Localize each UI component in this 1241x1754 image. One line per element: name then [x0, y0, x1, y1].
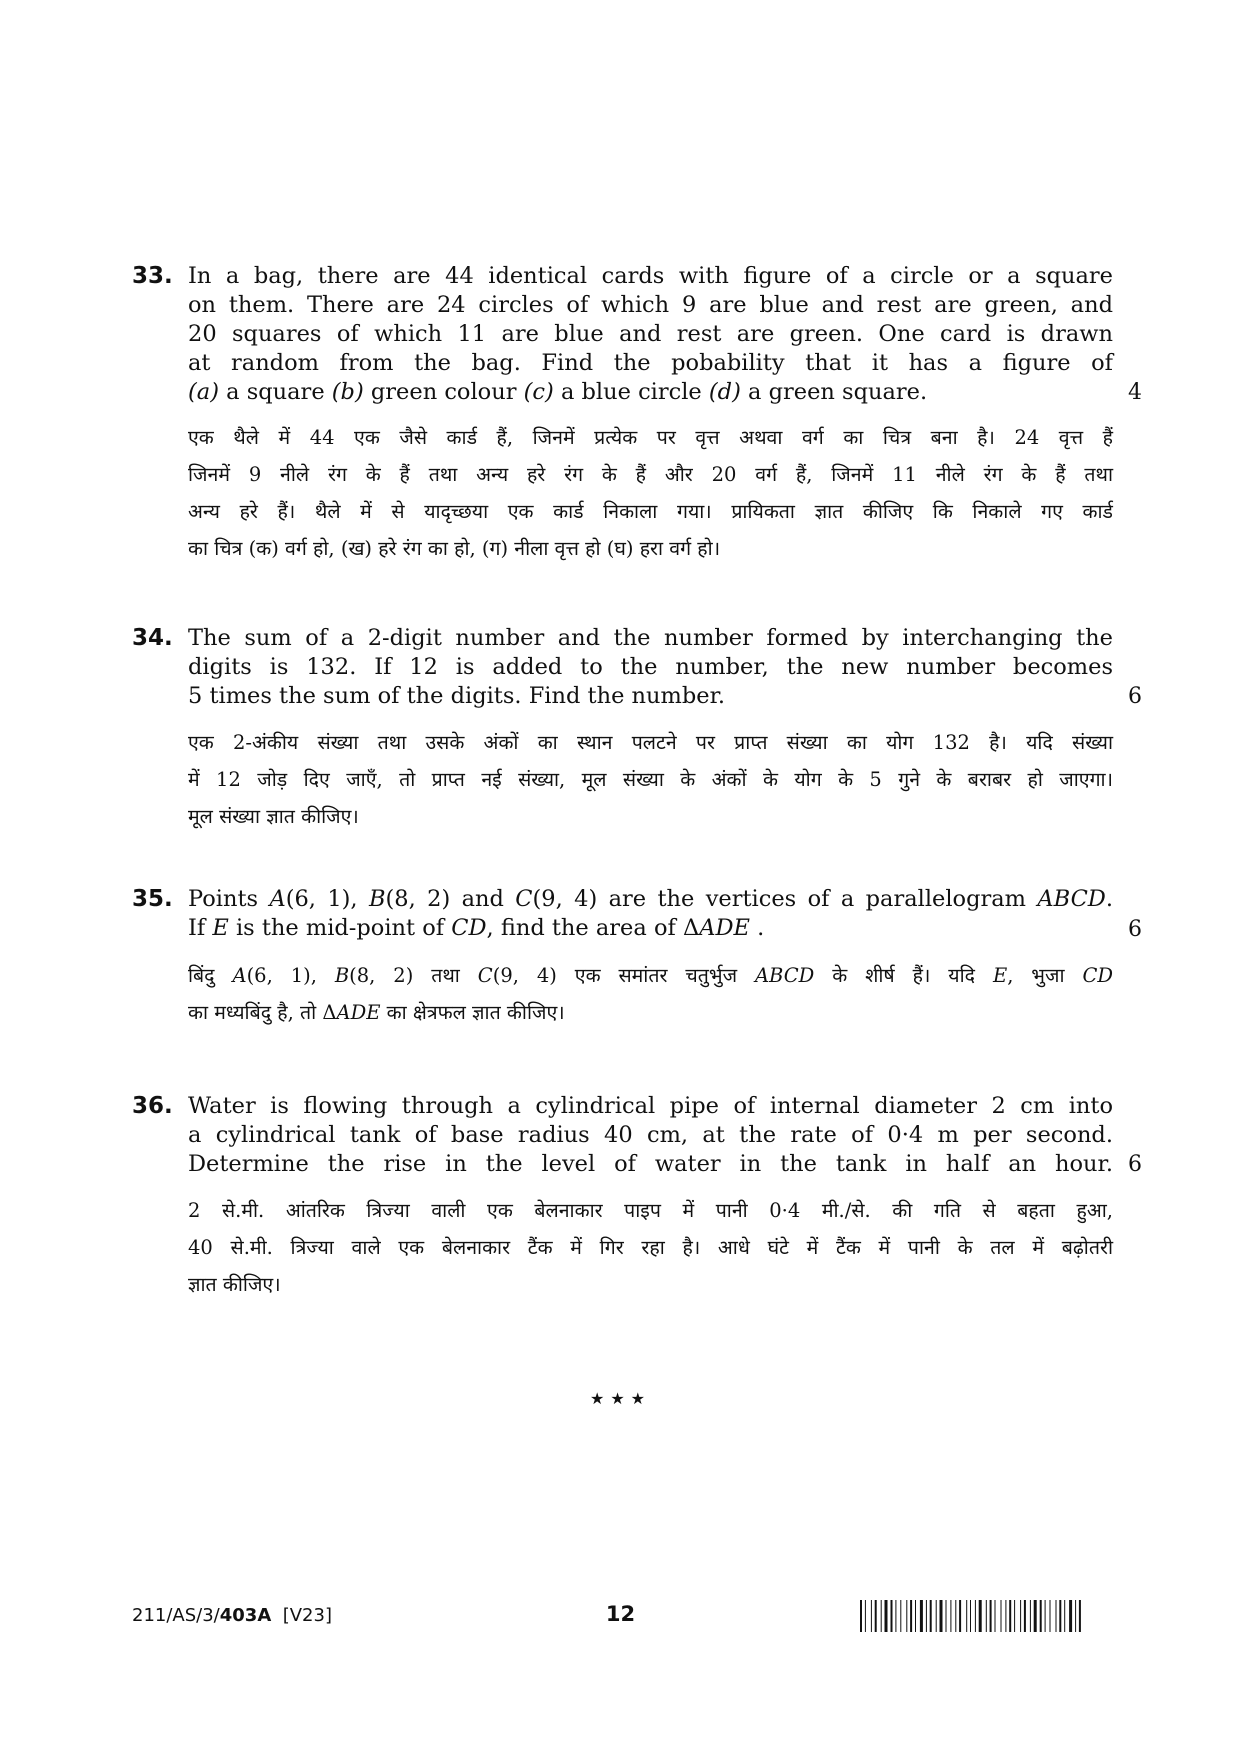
marks: 4	[1128, 380, 1142, 405]
question-text-english: In a bag, there are 44 identical cards with figure of a circle or a square on them. There are 24 circles of which 9 are blue and rest are green, and 20 squares of which 11 are blue and rest are green. One card is drawn at random from the bag. Find the pobability that it has a figure of (a) a square (b) green colour (c) a blue circle (d) a green square.	[188, 263, 1113, 405]
page-number: 12	[605, 1602, 636, 1626]
question-text-hindi: 2 से.मी. आंतरिक त्रिज्या वाली एक बेलनाकार पाइप में पानी 0·4 मी./से. की गति से बहता हुआ, 40 से.मी. त्रिज्या वाले एक बेलनाकार टैंक में गिर रहा है। आधे घंटे में टैंक में पानी के तल में बढ़ोतरी ज्ञात कीजिए।	[188, 1199, 1113, 1296]
end-stars: ★★★	[589, 1389, 652, 1408]
marks: 6	[1128, 1152, 1142, 1177]
question-text-hindi: एक 2-अंकीय संख्या तथा उसके अंकों का स्थान पलटने पर प्राप्त संख्या का योग 132 है। यदि संख्या में 12 जोड़ दिए जाएँ, तो प्राप्त नई संख्या, मूल संख्या के अंकों के योग के 5 गुने के बराबर हो जाएगा। मूल संख्या ज्ञात कीजिए।	[188, 731, 1113, 828]
question-number: 36.	[132, 1093, 173, 1119]
question-text-hindi: बिंदु A(6, 1), B(8, 2) तथा C(9, 4) एक समांतर चतुर्भुज ABCD के शीर्ष हैं। यदि E, भुजा CD का मध्यबिंदु है, तो ΔADE का क्षेत्रफल ज्ञात कीजिए।	[188, 964, 1114, 1024]
question-text-hindi: एक थैले में 44 एक जैसे कार्ड हैं, जिनमें प्रत्येक पर वृत्त अथवा वर्ग का चित्र बना है। 24 वृत्त हैं जिनमें 9 नीले रंग के हैं तथा अन्य हरे रंग के हैं और 20 वर्ग हैं, जिनमें 11 नीले रंग के हैं तथा अन्य हरे हैं। थैले में से यादृच्छया एक कार्ड निकाला गया। प्रायिकता ज्ञात कीजिए कि निकाले गए कार्ड का चित्र (क) वर्ग हो, (ख) हरे रंग का हो, (ग) नीला वृत्त हो (घ) हरा वर्ग हो।	[188, 426, 1113, 560]
question-text-english: The sum of a 2-digit number and the number formed by interchanging the digits is 132. If 12 is added to the number, the new number becomes 5 times the sum of the digits. Find the number.	[188, 625, 1113, 709]
barcode	[860, 1600, 1130, 1632]
question-number: 35.	[132, 886, 173, 912]
marks: 6	[1128, 917, 1142, 942]
question-text-english: Points A(6, 1), B(8, 2) and C(9, 4) are the vertices of a parallelogram ABCD. If E is the mid-point of CD, find the area of ΔADE .	[188, 886, 1113, 941]
question-number: 33.	[132, 263, 173, 289]
question-number: 34.	[132, 625, 173, 651]
paper-code: 211/AS/3/403A [V23]	[132, 1605, 332, 1626]
question-text-english: Water is flowing through a cylindrical pipe of internal diameter 2 cm into a cylindrical tank of base radius 40 cm, at the rate of 0·4 m per second. Determine the rise in the level of water in the tank in half an hour.	[188, 1093, 1113, 1177]
marks: 6	[1128, 684, 1142, 709]
